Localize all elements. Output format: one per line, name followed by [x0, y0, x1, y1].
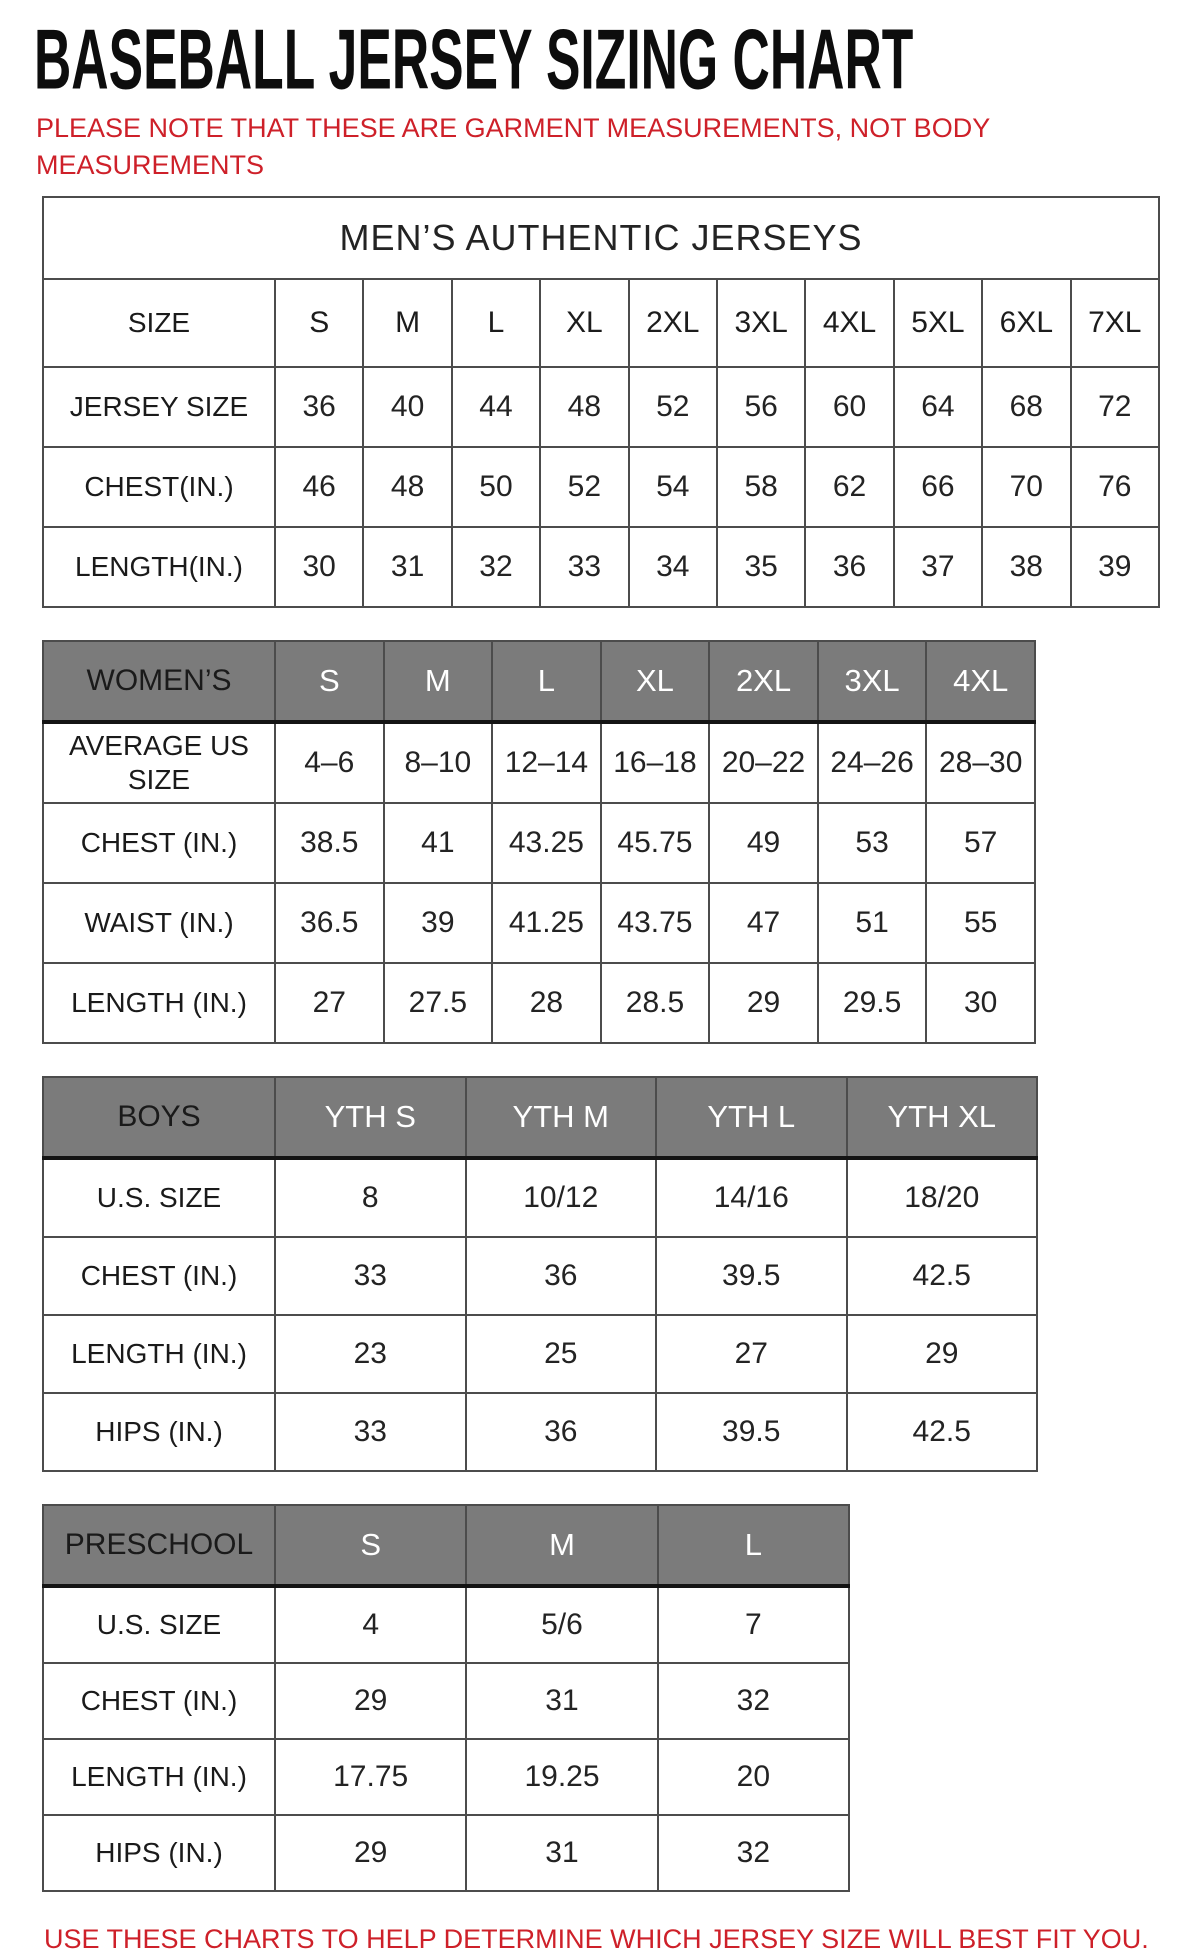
value-cell: 37	[894, 527, 982, 607]
value-cell: 39	[1071, 527, 1159, 607]
womens-header-row	[43, 641, 1035, 722]
preschool-table-row	[43, 1586, 849, 1663]
preschool-column-header: M	[466, 1505, 657, 1586]
value-cell: 32	[452, 527, 540, 607]
value-cell: 7	[658, 1586, 849, 1663]
mens-column-header: L	[452, 279, 540, 367]
value-cell: 33	[275, 1393, 466, 1471]
value-cell: 57	[926, 803, 1035, 883]
value-cell: 52	[629, 367, 717, 447]
value-cell: 45.75	[601, 803, 710, 883]
womens-sizing-table	[42, 640, 1036, 1044]
value-cell: 44	[452, 367, 540, 447]
value-cell: 62	[805, 447, 893, 527]
value-cell: 32	[658, 1663, 849, 1739]
preschool-column-header: S	[275, 1505, 466, 1586]
value-cell: 32	[658, 1815, 849, 1891]
value-cell: 8–10	[384, 722, 493, 803]
value-cell: 72	[1071, 367, 1159, 447]
value-cell: 38.5	[275, 803, 384, 883]
womens-column-header: 4XL	[926, 641, 1035, 722]
value-cell: 27.5	[384, 963, 493, 1043]
womens-column-header: L	[492, 641, 601, 722]
mens-column-header: 3XL	[717, 279, 805, 367]
boys-column-header: YTH L	[656, 1077, 847, 1158]
womens-table-row	[43, 883, 1035, 963]
boys-header-row	[43, 1077, 1037, 1158]
row-label: LENGTH (IN.)	[43, 963, 275, 1043]
value-cell: 70	[982, 447, 1070, 527]
value-cell: 39.5	[656, 1237, 847, 1315]
mens-column-header: 7XL	[1071, 279, 1159, 367]
row-label: LENGTH (IN.)	[43, 1739, 275, 1815]
womens-column-header: 3XL	[818, 641, 927, 722]
value-cell: 10/12	[466, 1158, 657, 1237]
preschool-sizing-table	[42, 1504, 850, 1892]
value-cell: 29	[275, 1815, 466, 1891]
value-cell: 33	[540, 527, 628, 607]
mens-header-label: SIZE	[43, 279, 275, 367]
value-cell: 38	[982, 527, 1070, 607]
row-label: AVERAGE US SIZE	[43, 722, 275, 803]
mens-column-header: XL	[540, 279, 628, 367]
row-label: CHEST (IN.)	[43, 1663, 275, 1739]
boys-header-label: BOYS	[43, 1077, 275, 1158]
value-cell: 12–14	[492, 722, 601, 803]
womens-column-header: S	[275, 641, 384, 722]
value-cell: 28	[492, 963, 601, 1043]
value-cell: 31	[363, 527, 451, 607]
row-label: U.S. SIZE	[43, 1158, 275, 1237]
womens-column-header: XL	[601, 641, 710, 722]
value-cell: 76	[1071, 447, 1159, 527]
value-cell: 48	[363, 447, 451, 527]
value-cell: 41.25	[492, 883, 601, 963]
row-label: CHEST(IN.)	[43, 447, 275, 527]
value-cell: 43.75	[601, 883, 710, 963]
value-cell: 39	[384, 883, 493, 963]
mens-column-header: 6XL	[982, 279, 1070, 367]
value-cell: 48	[540, 367, 628, 447]
value-cell: 52	[540, 447, 628, 527]
row-label: CHEST (IN.)	[43, 1237, 275, 1315]
value-cell: 29	[275, 1663, 466, 1739]
womens-table-row	[43, 963, 1035, 1043]
value-cell: 17.75	[275, 1739, 466, 1815]
row-label: JERSEY SIZE	[43, 367, 275, 447]
value-cell: 64	[894, 367, 982, 447]
value-cell: 33	[275, 1237, 466, 1315]
womens-column-header: M	[384, 641, 493, 722]
value-cell: 19.25	[466, 1739, 657, 1815]
value-cell: 51	[818, 883, 927, 963]
value-cell: 16–18	[601, 722, 710, 803]
value-cell: 20–22	[709, 722, 818, 803]
value-cell: 36	[275, 367, 363, 447]
value-cell: 31	[466, 1663, 657, 1739]
value-cell: 25	[466, 1315, 657, 1393]
value-cell: 18/20	[847, 1158, 1038, 1237]
mens-banner-row	[43, 197, 1159, 279]
row-label: U.S. SIZE	[43, 1586, 275, 1663]
womens-table-row	[43, 722, 1035, 803]
boys-table-row	[43, 1393, 1037, 1471]
womens-header-label: WOMEN’S	[43, 641, 275, 722]
mens-column-header: 4XL	[805, 279, 893, 367]
value-cell: 29	[709, 963, 818, 1043]
value-cell: 40	[363, 367, 451, 447]
value-cell: 66	[894, 447, 982, 527]
value-cell: 8	[275, 1158, 466, 1237]
value-cell: 31	[466, 1815, 657, 1891]
value-cell: 27	[656, 1315, 847, 1393]
value-cell: 36.5	[275, 883, 384, 963]
preschool-header-row	[43, 1505, 849, 1586]
mens-table-row	[43, 527, 1159, 607]
value-cell: 41	[384, 803, 493, 883]
footer-note: USE THESE CHARTS TO HELP DETERMINE WHICH JERSEY SIZE WILL BEST FIT YOU.	[44, 1924, 1149, 1954]
row-label: WAIST (IN.)	[43, 883, 275, 963]
value-cell: 43.25	[492, 803, 601, 883]
garment-measurements-note: PLEASE NOTE THAT THESE ARE GARMENT MEASUREMENTS, NOT BODY MEASUREMENTS	[36, 113, 990, 180]
value-cell: 34	[629, 527, 717, 607]
value-cell: 46	[275, 447, 363, 527]
value-cell: 58	[717, 447, 805, 527]
value-cell: 39.5	[656, 1393, 847, 1471]
preschool-table-row	[43, 1739, 849, 1815]
boys-column-header: YTH M	[466, 1077, 657, 1158]
row-label: LENGTH (IN.)	[43, 1315, 275, 1393]
value-cell: 4–6	[275, 722, 384, 803]
value-cell: 60	[805, 367, 893, 447]
value-cell: 50	[452, 447, 540, 527]
womens-column-header: 2XL	[709, 641, 818, 722]
value-cell: 36	[466, 1393, 657, 1471]
value-cell: 30	[275, 527, 363, 607]
value-cell: 23	[275, 1315, 466, 1393]
value-cell: 29.5	[818, 963, 927, 1043]
boys-column-header: YTH XL	[847, 1077, 1038, 1158]
value-cell: 42.5	[847, 1393, 1038, 1471]
value-cell: 29	[847, 1315, 1038, 1393]
value-cell: 36	[466, 1237, 657, 1315]
value-cell: 55	[926, 883, 1035, 963]
value-cell: 36	[805, 527, 893, 607]
boys-table-row	[43, 1158, 1037, 1237]
row-label: LENGTH(IN.)	[43, 527, 275, 607]
mens-table-row	[43, 447, 1159, 527]
preschool-header-label: PRESCHOOL	[43, 1505, 275, 1586]
tables-container	[34, 196, 1170, 1892]
mens-sizing-table	[42, 196, 1160, 608]
value-cell: 35	[717, 527, 805, 607]
value-cell: 27	[275, 963, 384, 1043]
mens-banner-title: MEN’S AUTHENTIC JERSEYS	[43, 197, 1159, 279]
womens-table-row	[43, 803, 1035, 883]
boys-table-row	[43, 1237, 1037, 1315]
mens-column-header: 5XL	[894, 279, 982, 367]
mens-column-header: M	[363, 279, 451, 367]
value-cell: 28–30	[926, 722, 1035, 803]
value-cell: 30	[926, 963, 1035, 1043]
value-cell: 20	[658, 1739, 849, 1815]
preschool-table-row	[43, 1815, 849, 1891]
preschool-table-row	[43, 1663, 849, 1739]
page-title: BASEBALL JERSEY SIZING CHART	[34, 12, 914, 108]
row-label: HIPS (IN.)	[43, 1815, 275, 1891]
value-cell: 28.5	[601, 963, 710, 1043]
value-cell: 47	[709, 883, 818, 963]
value-cell: 24–26	[818, 722, 927, 803]
row-label: HIPS (IN.)	[43, 1393, 275, 1471]
mens-column-header: S	[275, 279, 363, 367]
preschool-column-header: L	[658, 1505, 849, 1586]
value-cell: 53	[818, 803, 927, 883]
mens-table-row	[43, 367, 1159, 447]
mens-header-row	[43, 279, 1159, 367]
value-cell: 54	[629, 447, 717, 527]
row-label: CHEST (IN.)	[43, 803, 275, 883]
value-cell: 14/16	[656, 1158, 847, 1237]
value-cell: 68	[982, 367, 1070, 447]
boys-sizing-table	[42, 1076, 1038, 1472]
value-cell: 42.5	[847, 1237, 1038, 1315]
value-cell: 49	[709, 803, 818, 883]
boys-column-header: YTH S	[275, 1077, 466, 1158]
value-cell: 56	[717, 367, 805, 447]
mens-column-header: 2XL	[629, 279, 717, 367]
value-cell: 5/6	[466, 1586, 657, 1663]
boys-table-row	[43, 1315, 1037, 1393]
value-cell: 4	[275, 1586, 466, 1663]
